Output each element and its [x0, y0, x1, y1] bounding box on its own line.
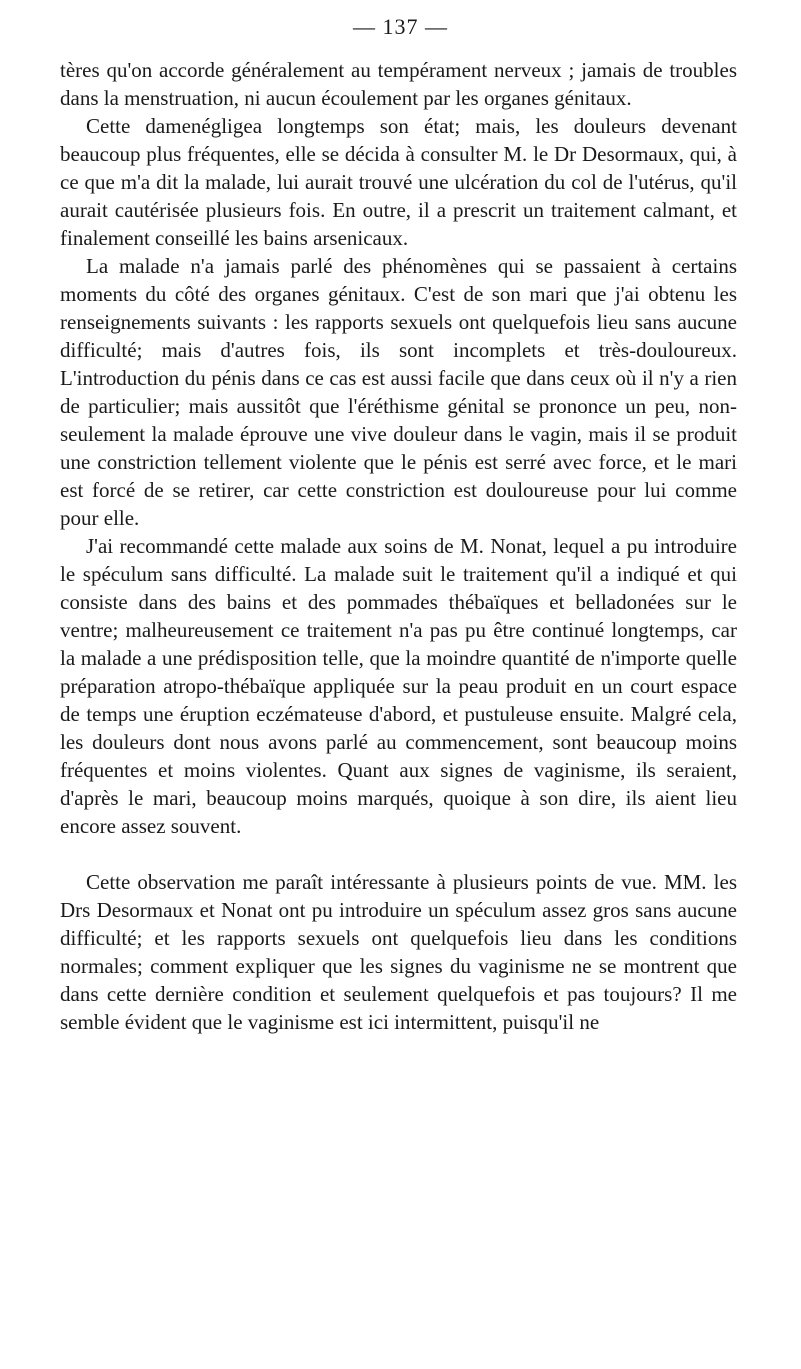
page-number: — 137 — — [353, 14, 448, 39]
paragraph: Cette damenégligea longtemps son état; mais, les douleurs devenant beaucoup plus fréquentes, elle se décida à consulter M. le Dr Desormaux, qui, à ce que m'a dit la malade, lui aurait trouvé une ulcération du col de l'utérus, qu'il aurait cautérisée plusieurs fois. En outre, il a prescrit un traitement calmant, et finalement conseillé les bains arsenicaux. — [60, 114, 737, 250]
paragraph: Cette observation me paraît intéressante à plusieurs points de vue. MM. les Drs Desormaux et Nonat ont pu introduire un spéculum assez gros sans aucune difficulté; et les rapports sexuels ont quelquefois lieu dans les conditions normales; comment expliquer que les signes du vaginisme ne se montrent que dans cette dernière condition et seulement quelquefois et pas toujours? Il me semble évident que le vaginisme est ici intermittent, puisqu'il ne — [60, 870, 737, 1034]
paragraph: J'ai recommandé cette malade aux soins de M. Nonat, lequel a pu introduire le spéculum sans difficulté. La malade suit le traitement qu'il a indiqué et qui consiste dans des bains et des pommades thébaïques et belladonées sur le ventre; malheureusement ce traitement n'a pas pu être continué longtemps, car la malade a une prédisposition telle, que la moindre quantité de n'importe quelle préparation atropo-thébaïque appliquée sur la peau produit en un court espace de temps une éruption eczémateuse d'abord, et pustuleuse ensuite. Malgré cela, les douleurs dont nous avons parlé au commencement, sont beaucoup moins fréquentes et moins violentes. Quant aux signes de vaginisme, ils seraient, d'après le mari, beaucoup moins marqués, quoique à son dire, ils aient lieu encore assez souvent. — [60, 534, 737, 838]
paragraph: La malade n'a jamais parlé des phénomènes qui se passaient à certains moments du côté des organes génitaux. C'est de son mari que j'ai obtenu les renseignements suivants : les rapports sexuels ont quelquefois lieu sans aucune difficulté; mais d'autres fois, ils sont incomplets et très-douloureux. L'introduction du pénis dans ce cas est aussi facile que dans ceux où il n'y a rien de particulier; mais aussitôt que l'éréthisme génital se prononce un peu, non-seulement la malade éprouve une vive douleur dans le vagin, mais il se produit une constriction tellement violente que le pénis est serré avec force, et le mari est forcé de se retirer, car cette constriction est douloureuse pour lui comme pour elle. — [60, 254, 737, 530]
paragraph-continuation: tères qu'on accorde généralement au tempérament nerveux ; jamais de troubles dans la menstruation, ni aucun écoulement par les organes génitaux. — [60, 58, 737, 110]
body-text — [60, 56, 737, 1036]
